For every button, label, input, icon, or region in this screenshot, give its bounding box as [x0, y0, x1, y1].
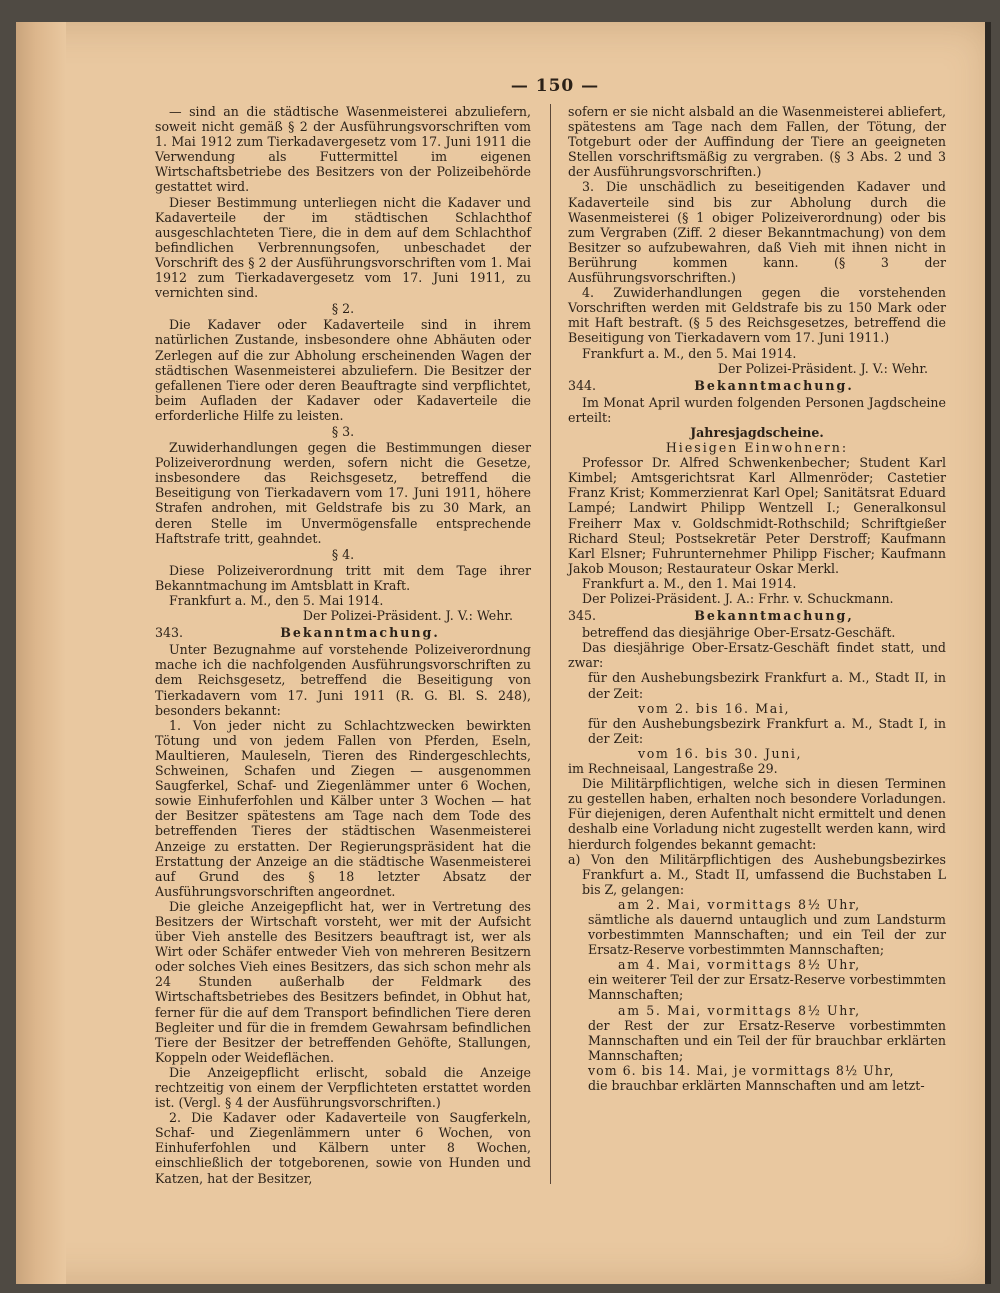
paragraph: für den Aushebungsbezirk Frankfurt a. M., Stadt I, in der Zeit: — [588, 715, 946, 746]
section-heading: § 4. — [331, 546, 355, 562]
page-binding-edge — [16, 22, 66, 1284]
paragraph: Unter Bezugnahme auf vorstehende Polizeiverordnung mache ich die nachfolgenden Ausführungsvorschriften zu dem Reichsgesetz, betreffend die Beseitigung von Tierkadavern vom 17. Juni 1911 (R. G. Bl. S. 248), besonders bekannt: — [155, 642, 531, 718]
paragraph: betreffend das diesjährige Ober-Ersatz-Geschäft. — [582, 625, 896, 641]
paragraph: Zuwiderhandlungen gegen die Bestimmungen dieser Polizeiverordnung werden, sofern nicht die Gesetze, insbesondere das Reichsgesetz, betreffend die Beseitigung von Tierkadavern vom 17. Juni 1911, höhere Strafen androhen, mit Geldstrafe bis zu 30 Mark, an deren Stelle im Unvermögensfalle entsprechende Haftstrafe tritt, geahndet. — [155, 440, 531, 546]
date-range: vom 2. bis 16. Mai, — [638, 700, 791, 716]
schedule-line: am 5. Mai, vormittags 8½ Uhr, — [618, 1002, 861, 1018]
subheading: Jahresjagdscheine. — [690, 424, 824, 440]
paragraph: für den Aushebungsbezirk Frankfurt a. M., Stadt II, in der Zeit: — [588, 670, 946, 701]
paragraph: der Rest der zur Ersatz-Reserve vorbestimmten Mannschaften und ein Teil der für brauchbar erklärten Mannschaften; — [588, 1017, 946, 1063]
paragraph: Die Anzeigepflicht erlischt, sobald die Anzeige rechtzeitig von einem der Verpflichteten erstattet worden ist. (Vergl. § 4 der Ausführungsvorschriften.) — [155, 1064, 531, 1111]
date-line: Frankfurt a. M., den 5. Mai 1914. — [169, 593, 384, 608]
paragraph: — sind an die städtische Wasenmeisterei abzuliefern, soweit nicht gemäß § 2 der Ausführungsvorschriften vom 1. Mai 1912 zum Tierkadavergesetz vom 17. Juni 1911 die Verwendung als Futtermittel im eigenen Wirtschaftsbetriebe des Besitzers von der Polizeibehörde gestattet wird. — [155, 104, 531, 195]
paragraph: im Rechneisaal, Langestraße 29. — [568, 761, 778, 777]
right-column — [568, 104, 946, 1093]
notice-number: 345. — [568, 608, 597, 624]
paragraph: a) Von den Militärpflichtigen des Aushebungsbezirkes Frankfurt a. M., Stadt II, umfassend die Buchstaben L bis Z, gelangen: — [568, 851, 946, 897]
paragraph: ein weiterer Teil der zur Ersatz-Reserve vorbestimmten Mannschaften; — [588, 972, 946, 1003]
date-range: vom 16. bis 30. Juni, — [638, 745, 803, 761]
paragraph: Die Kadaver oder Kadaverteile sind in ihrem natürlichen Zustande, insbesondere ohne Abhäuten oder Zerlegen auf die zur Abholung erscheinenden Wagen der städtischen Wasenmeisterei abzuliefern. Die Besitzer der gefallenen Tiere oder deren Beauftragte sind verpflichtet, beim Aufladen der Kadaver oder Kadaverteile die erforderliche Hilfe zu leisten. — [155, 317, 531, 423]
paragraph: Die gleiche Anzeigepflicht hat, wer in Vertretung des Besitzers der Wirtschaft vorsteht, wer mit der Aufsicht über Vieh anstelle des Besitzers beauftragt ist, wer als Wirt oder Schäfer entweder Vieh von mehreren Besitzern oder solches Vieh eines Besitzers, das sich schon mehr als 24 Stunden außerhalb der Feldmark des Wirtschaftsbetriebes des Besitzers befindet, in Obhut hat, ferner für die auf dem Transport befindlichen Tiere deren Begleiter und für die in fremdem Gewahrsam befindlichen Tiere der Besitzer der betreffenden Gehöfte, Stallungen, Koppeln oder Weideflächen. — [155, 898, 531, 1065]
notice-number: 344. — [568, 377, 597, 393]
paragraph: Professor Dr. Alfred Schwenkenbecher; Student Karl Kimbel; Amtsgerichtsrat Karl Allmenröder; Castetier Franz Krist; Kommerzienrat Karl Opel; Sanitätsrat Eduard Lampé; Landwirt Philipp Wentzell I.; Generalkonsul Freiherr Max v. Goldschmidt-Rothschild; Schriftgießer Richard Steul; Postsekretär Peter Derstroff; Kaufmann Karl Elsner; Fuhrunternehmer Philipp Fischer; Kaufmann Jakob Mouson; Restaurateur Oskar Merkl. — [568, 455, 946, 576]
paragraph: Dieser Bestimmung unterliegen nicht die Kadaver und Kadaverteile der im städtischen Schlachthof ausgeschlachteten Tiere, die in dem auf dem Schlachthof befindlichen Verbrennungsofen, unbeschadet der Vorschrift des § 2 der Ausführungsvorschriften vom 1. Mai 1912 zum Tierkadavergesetz vom 17. Juni 1911, zu vernichten sind. — [155, 194, 531, 301]
notice-heading — [568, 608, 946, 623]
notice-title: Bekanntmachung. — [694, 377, 854, 393]
notice-title: Bekanntmachung, — [694, 608, 854, 624]
page-right-edge — [985, 22, 991, 1284]
notice-heading — [568, 378, 946, 393]
date-line: Frankfurt a. M., den 1. Mai 1914. — [582, 575, 797, 591]
paragraph: 3. Die unschädlich zu beseitigenden Kadaver und Kadaverteile sind bis zur Abholung durch die Wasenmeisterei (§ 1 obiger Polizeiverordnung) oder bis zum Vergraben (Ziff. 2 dieser Bekanntmachung) von dem Besitzer so aufzubewahren, daß Vieh mit ihnen nicht in Berührung kommen kann. (§ 3 der Ausführungsvorschriften.) — [568, 179, 946, 286]
date-line: Frankfurt a. M., den 5. Mai 1914. — [582, 345, 797, 361]
paragraph: Im Monat April wurden folgenden Personen Jagdscheine erteilt: — [568, 394, 946, 425]
paragraph: sämtliche als dauernd untauglich und zum Landsturm vorbestimmten Mannschaften; und ein Teil der zur Ersatz-Reserve vorbestimmten Mannschaften; — [588, 911, 946, 958]
paragraph: Das diesjährige Ober-Ersatz-Geschäft findet statt, und zwar: — [568, 640, 946, 671]
paragraph: 1. Von jeder nicht zu Schlachtzwecken bewirkten Tötung und von jedem Fallen von Pferden, Eseln, Maultieren, Mauleseln, Tieren des Rindergeschlechts, Schweinen, Schafen und Ziegen — ausgenommen Saugferkel, Schaf- und Ziegenlämmer unter 6 Wochen, sowie Einhuferfohlen und Kälber unter 3 Wochen — hat der Besitzer spätestens am Tage nach dem Tode des betreffenden Tieres der städtischen Wasenmeisterei Anzeige zu erstatten. Der Regierungspräsident hat die Erstattung der Anzeige an die städtische Wasenmeisterei auf Grund des § 18 letzter Absatz der Ausführungsvorschriften angeordnet. — [155, 717, 531, 899]
notice-number: 343. — [155, 625, 184, 641]
notice-heading — [155, 625, 531, 640]
section-heading: § 2. — [331, 301, 355, 317]
schedule-line: vom 6. bis 14. Mai, je vormittags 8½ Uhr, — [588, 1062, 895, 1078]
signature-line: Der Polizei-Präsident. J. V.: Wehr. — [302, 608, 513, 624]
paragraph: die brauchbar erklärten Mannschaften und am letzt- — [588, 1078, 925, 1093]
page-number: — 150 — — [510, 76, 600, 96]
signature-line: Der Polizei-Präsident. J. A.: Frhr. v. Schuckmann. — [582, 591, 894, 606]
notice-title: Bekanntmachung. — [280, 625, 440, 641]
paragraph: Die Militärpflichtigen, welche sich in diesen Terminen zu gestellen haben, erhalten noch besondere Vorladungen. Für diejenigen, deren Aufenthalt nicht ermittelt und denen deshalb eine Vorladung nicht zugestellt werden kann, wird hierdurch folgendes bekannt gemacht: — [568, 776, 946, 852]
schedule-line: am 4. Mai, vormittags 8½ Uhr, — [618, 957, 861, 973]
paragraph: 2. Die Kadaver oder Kadaverteile von Saugferkeln, Schaf- und Ziegenlämmern unter 6 Wochen, von Einhuferfohlen und Kälbern unter 8 Wochen, einschließlich der totgeborenen, sowie von Hunden und Katzen, hat der Besitzer, — [155, 1110, 531, 1186]
signature-line: Der Polizei-Präsident. J. V.: Wehr. — [717, 360, 928, 376]
paragraph: 4. Zuwiderhandlungen gegen die vorstehenden Vorschriften werden mit Geldstrafe bis zu 150 Mark oder mit Haft bestraft. (§ 5 des Reichsgesetzes, betreffend die Beseitigung von Tierkadavern vom 17. Juni 1911.) — [568, 285, 946, 346]
schedule-line: am 2. Mai, vormittags 8½ Uhr, — [618, 896, 861, 912]
section-heading: § 3. — [331, 423, 355, 439]
paragraph: sofern er sie nicht alsbald an die Wasenmeisterei abliefert, spätestens am Tage nach dem Fallen, der Tötung, der Totgeburt oder der Auffindung der Tiere an geeigneten Stellen vorschriftsmäßig zu vergraben. (§ 3 Abs. 2 und 3 der Ausführungsvorschriften.) — [568, 104, 946, 180]
paragraph: Diese Polizeiverordnung tritt mit dem Tage ihrer Bekanntmachung im Amtsblatt in Kraft. — [155, 562, 531, 593]
column-divider — [550, 104, 551, 1184]
subheading: Hiesigen Einwohnern: — [665, 440, 849, 456]
left-column — [155, 104, 531, 1186]
